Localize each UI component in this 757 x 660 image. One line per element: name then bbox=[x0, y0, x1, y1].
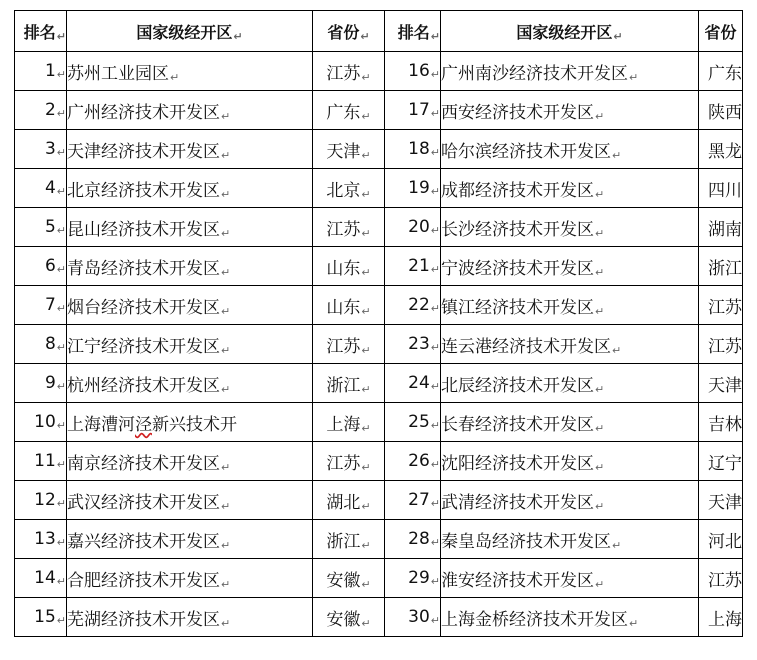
paragraph-mark-icon: ↵ bbox=[430, 107, 440, 120]
paragraph-mark-icon: ↵ bbox=[629, 70, 639, 84]
zone-cell-right: 哈尔滨经济技术开发区↵ bbox=[441, 130, 699, 169]
header-rank: 排名↵ bbox=[15, 11, 67, 52]
paragraph-mark-icon: ↵ bbox=[430, 263, 440, 276]
zone-cell-right: 长沙经济技术开发区↵ bbox=[441, 208, 699, 247]
paragraph-mark-icon: ↵ bbox=[361, 148, 371, 162]
paragraph-mark-icon: ↵ bbox=[595, 187, 605, 201]
paragraph-mark-icon: ↵ bbox=[221, 304, 231, 318]
paragraph-mark-icon: ↵ bbox=[430, 497, 440, 510]
zone-cell-right: 西安经济技术开发区↵ bbox=[441, 91, 699, 130]
paragraph-mark-icon: ↵ bbox=[430, 614, 440, 627]
table-row bbox=[15, 130, 743, 169]
paragraph-mark-icon: ↵ bbox=[56, 224, 66, 237]
rank-cell-right: 27↵ bbox=[385, 481, 441, 520]
province-cell: 江苏↵ bbox=[313, 442, 385, 481]
paragraph-mark-icon: ↵ bbox=[629, 616, 639, 630]
paragraph-mark-icon: ↵ bbox=[221, 343, 231, 357]
province-cell-right: 天津 bbox=[699, 481, 743, 520]
rank-cell: 3↵ bbox=[15, 130, 67, 169]
paragraph-mark-icon: ↵ bbox=[221, 460, 231, 474]
paragraph-mark-icon: ↵ bbox=[361, 382, 371, 396]
table-row bbox=[15, 91, 743, 130]
paragraph-mark-icon: ↵ bbox=[221, 538, 231, 552]
province-cell-right: 江苏 bbox=[699, 325, 743, 364]
province-cell-right: 上海 bbox=[699, 598, 743, 637]
paragraph-mark-icon: ↵ bbox=[56, 107, 66, 120]
table-row bbox=[15, 403, 743, 442]
paragraph-mark-icon: ↵ bbox=[221, 577, 231, 591]
paragraph-mark-icon: ↵ bbox=[595, 109, 605, 123]
province-cell: 江苏↵ bbox=[313, 52, 385, 91]
paragraph-mark-icon: ↵ bbox=[430, 185, 440, 198]
table-row bbox=[15, 559, 743, 598]
paragraph-mark-icon: ↵ bbox=[56, 146, 66, 159]
paragraph-mark-icon: ↵ bbox=[595, 265, 605, 279]
province-cell-right: 江苏 bbox=[699, 286, 743, 325]
paragraph-mark-icon: ↵ bbox=[612, 343, 622, 357]
rank-cell: 8↵ bbox=[15, 325, 67, 364]
province-cell-right: 辽宁 bbox=[699, 442, 743, 481]
rank-cell: 13↵ bbox=[15, 520, 67, 559]
province-cell: 浙江↵ bbox=[313, 520, 385, 559]
paragraph-mark-icon: ↵ bbox=[56, 419, 66, 432]
paragraph-mark-icon: ↵ bbox=[56, 575, 66, 588]
zone-cell: 合肥经济技术开发区↵ bbox=[67, 559, 313, 598]
zone-cell: 青岛经济技术开发区↵ bbox=[67, 247, 313, 286]
zone-cell-right: 广州南沙经济技术开发区↵ bbox=[441, 52, 699, 91]
paragraph-mark-icon: ↵ bbox=[56, 497, 66, 510]
paragraph-mark-icon: ↵ bbox=[56, 341, 66, 354]
paragraph-mark-icon: ↵ bbox=[361, 616, 371, 630]
paragraph-mark-icon: ↵ bbox=[361, 70, 371, 84]
rank-cell-right: 23↵ bbox=[385, 325, 441, 364]
rank-cell-right: 17↵ bbox=[385, 91, 441, 130]
paragraph-mark-icon: ↵ bbox=[430, 536, 440, 549]
zone-cell: 北京经济技术开发区↵ bbox=[67, 169, 313, 208]
province-cell: 山东↵ bbox=[313, 247, 385, 286]
zone-cell: 杭州经济技术开发区↵ bbox=[67, 364, 313, 403]
province-cell-right: 湖南 bbox=[699, 208, 743, 247]
zone-cell-right: 秦皇岛经济技术开发区↵ bbox=[441, 520, 699, 559]
paragraph-mark-icon: ↵ bbox=[361, 343, 371, 357]
zone-cell: 南京经济技术开发区↵ bbox=[67, 442, 313, 481]
rank-cell: 15↵ bbox=[15, 598, 67, 637]
rank-cell-right: 29↵ bbox=[385, 559, 441, 598]
zone-cell-right: 沈阳经济技术开发区↵ bbox=[441, 442, 699, 481]
paragraph-mark-icon: ↵ bbox=[595, 382, 605, 396]
province-cell-right: 四川 bbox=[699, 169, 743, 208]
rank-cell: 14↵ bbox=[15, 559, 67, 598]
paragraph-mark-icon: ↵ bbox=[56, 536, 66, 549]
paragraph-mark-icon: ↵ bbox=[221, 226, 231, 240]
paragraph-mark-icon: ↵ bbox=[595, 460, 605, 474]
zone-cell: 武汉经济技术开发区↵ bbox=[67, 481, 313, 520]
paragraph-mark-icon: ↵ bbox=[361, 109, 371, 123]
header-zone-right: 国家级经开区↵ bbox=[441, 11, 699, 52]
rank-cell-right: 24↵ bbox=[385, 364, 441, 403]
zone-cell: 烟台经济技术开发区↵ bbox=[67, 286, 313, 325]
paragraph-mark-icon: ↵ bbox=[56, 263, 66, 276]
province-cell-right: 浙江 bbox=[699, 247, 743, 286]
province-cell-right: 天津 bbox=[699, 364, 743, 403]
paragraph-mark-icon: ↵ bbox=[430, 380, 440, 393]
rank-cell: 9↵ bbox=[15, 364, 67, 403]
header-rank-right: 排名↵ bbox=[385, 11, 441, 52]
rank-cell-right: 22↵ bbox=[385, 286, 441, 325]
paragraph-mark-icon: ↵ bbox=[221, 499, 231, 513]
paragraph-mark-icon: ↵ bbox=[430, 341, 440, 354]
zone-cell: 苏州工业园区↵ bbox=[67, 52, 313, 91]
table-row bbox=[15, 247, 743, 286]
paragraph-mark-icon: ↵ bbox=[612, 538, 622, 552]
zone-cell: 天津经济技术开发区↵ bbox=[67, 130, 313, 169]
paragraph-mark-icon: ↵ bbox=[595, 577, 605, 591]
zone-cell-right: 北辰经济技术开发区↵ bbox=[441, 364, 699, 403]
table-row bbox=[15, 286, 743, 325]
rank-cell-right: 21↵ bbox=[385, 247, 441, 286]
paragraph-mark-icon: ↵ bbox=[430, 224, 440, 237]
paragraph-mark-icon: ↵ bbox=[430, 458, 440, 471]
paragraph-mark-icon: ↵ bbox=[595, 499, 605, 513]
paragraph-mark-icon: ↵ bbox=[361, 499, 371, 513]
rank-cell: 7↵ bbox=[15, 286, 67, 325]
paragraph-mark-icon: ↵ bbox=[361, 304, 371, 318]
paragraph-mark-icon: ↵ bbox=[56, 458, 66, 471]
province-cell: 天津↵ bbox=[313, 130, 385, 169]
paragraph-mark-icon: ↵ bbox=[221, 148, 231, 162]
rank-cell: 4↵ bbox=[15, 169, 67, 208]
province-cell: 上海↵ bbox=[313, 403, 385, 442]
table-row bbox=[15, 442, 743, 481]
header-row bbox=[15, 11, 743, 52]
rank-cell: 11↵ bbox=[15, 442, 67, 481]
province-cell: 湖北↵ bbox=[313, 481, 385, 520]
paragraph-mark-icon: ↵ bbox=[430, 419, 440, 432]
province-cell: 江苏↵ bbox=[313, 325, 385, 364]
province-cell-right: 陕西 bbox=[699, 91, 743, 130]
rank-cell-right: 19↵ bbox=[385, 169, 441, 208]
rank-cell-right: 20↵ bbox=[385, 208, 441, 247]
zone-cell: 芜湖经济技术开发区↵ bbox=[67, 598, 313, 637]
zone-cell-right: 连云港经济技术开发区↵ bbox=[441, 325, 699, 364]
paragraph-mark-icon: ↵ bbox=[595, 421, 605, 435]
paragraph-mark-icon: ↵ bbox=[612, 148, 622, 162]
header-province: 省份↵ bbox=[313, 11, 385, 52]
table-row bbox=[15, 598, 743, 637]
paragraph-mark-icon: ↵ bbox=[56, 380, 66, 393]
rank-cell: 1↵ bbox=[15, 52, 67, 91]
rank-cell-right: 16↵ bbox=[385, 52, 441, 91]
rank-cell: 6↵ bbox=[15, 247, 67, 286]
rank-cell: 10↵ bbox=[15, 403, 67, 442]
paragraph-mark-icon: ↵ bbox=[361, 226, 371, 240]
province-cell: 江苏↵ bbox=[313, 208, 385, 247]
paragraph-mark-icon: ↵ bbox=[595, 304, 605, 318]
zone-cell: 嘉兴经济技术开发区↵ bbox=[67, 520, 313, 559]
paragraph-mark-icon: ↵ bbox=[221, 187, 231, 201]
province-cell: 广东↵ bbox=[313, 91, 385, 130]
province-cell-right: 吉林 bbox=[699, 403, 743, 442]
rank-cell-right: 18↵ bbox=[385, 130, 441, 169]
zone-cell-right: 宁波经济技术开发区↵ bbox=[441, 247, 699, 286]
paragraph-mark-icon: ↵ bbox=[361, 577, 371, 591]
paragraph-mark-icon: ↵ bbox=[170, 70, 180, 84]
table-row bbox=[15, 208, 743, 247]
table-row bbox=[15, 325, 743, 364]
table-row bbox=[15, 520, 743, 559]
province-cell-right: 广东 bbox=[699, 52, 743, 91]
province-cell: 浙江↵ bbox=[313, 364, 385, 403]
province-cell: 山东↵ bbox=[313, 286, 385, 325]
zone-cell: 广州经济技术开发区↵ bbox=[67, 91, 313, 130]
zone-cell: 上海漕河泾新兴技术开 bbox=[67, 403, 313, 442]
paragraph-mark-icon: ↵ bbox=[221, 109, 231, 123]
rank-cell: 5↵ bbox=[15, 208, 67, 247]
paragraph-mark-icon: ↵ bbox=[221, 616, 231, 630]
rank-cell: 2↵ bbox=[15, 91, 67, 130]
paragraph-mark-icon: ↵ bbox=[430, 575, 440, 588]
paragraph-mark-icon: ↵ bbox=[361, 421, 371, 435]
zone-ranking-table bbox=[14, 10, 743, 637]
zone-cell-right: 长春经济技术开发区↵ bbox=[441, 403, 699, 442]
province-cell: 北京↵ bbox=[313, 169, 385, 208]
paragraph-mark-icon: ↵ bbox=[361, 538, 371, 552]
paragraph-mark-icon: ↵ bbox=[430, 68, 440, 81]
zone-cell-right: 上海金桥经济技术开发区↵ bbox=[441, 598, 699, 637]
header-province-right: 省份 bbox=[699, 11, 743, 52]
province-cell: 安徽↵ bbox=[313, 598, 385, 637]
province-cell-right: 黑龙 bbox=[699, 130, 743, 169]
rank-cell-right: 28↵ bbox=[385, 520, 441, 559]
table-row bbox=[15, 481, 743, 520]
zone-cell-right: 成都经济技术开发区↵ bbox=[441, 169, 699, 208]
zone-cell-right: 淮安经济技术开发区↵ bbox=[441, 559, 699, 598]
paragraph-mark-icon: ↵ bbox=[430, 146, 440, 159]
paragraph-mark-icon: ↵ bbox=[221, 265, 231, 279]
paragraph-mark-icon: ↵ bbox=[361, 187, 371, 201]
zone-cell: 江宁经济技术开发区↵ bbox=[67, 325, 313, 364]
paragraph-mark-icon: ↵ bbox=[361, 460, 371, 474]
paragraph-mark-icon: ↵ bbox=[595, 226, 605, 240]
paragraph-mark-icon: ↵ bbox=[361, 265, 371, 279]
paragraph-mark-icon: ↵ bbox=[56, 614, 66, 627]
paragraph-mark-icon: ↵ bbox=[56, 302, 66, 315]
province-cell-right: 河北 bbox=[699, 520, 743, 559]
table-row bbox=[15, 52, 743, 91]
province-cell-right: 江苏 bbox=[699, 559, 743, 598]
header-zone: 国家级经开区↵ bbox=[67, 11, 313, 52]
zone-cell: 昆山经济技术开发区↵ bbox=[67, 208, 313, 247]
table-row bbox=[15, 169, 743, 208]
paragraph-mark-icon: ↵ bbox=[56, 68, 66, 81]
rank-cell-right: 26↵ bbox=[385, 442, 441, 481]
rank-cell-right: 25↵ bbox=[385, 403, 441, 442]
zone-cell-right: 镇江经济技术开发区↵ bbox=[441, 286, 699, 325]
province-cell: 安徽↵ bbox=[313, 559, 385, 598]
zone-cell-right: 武清经济技术开发区↵ bbox=[441, 481, 699, 520]
paragraph-mark-icon: ↵ bbox=[56, 185, 66, 198]
paragraph-mark-icon: ↵ bbox=[221, 382, 231, 396]
rank-cell-right: 30↵ bbox=[385, 598, 441, 637]
rank-cell: 12↵ bbox=[15, 481, 67, 520]
table-row bbox=[15, 364, 743, 403]
paragraph-mark-icon: ↵ bbox=[430, 302, 440, 315]
